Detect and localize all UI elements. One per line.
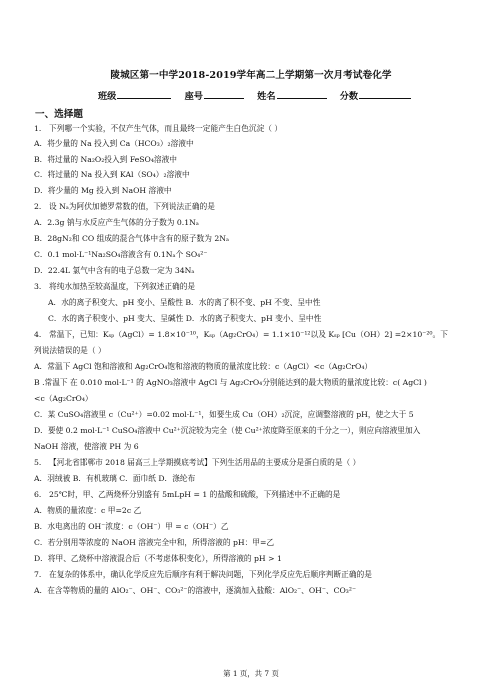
question-line: 2． 设 Nₐ为阿伏加德罗常数的值，下列说法正确的是 [34,202,215,211]
question-line: 7． 在复杂的体系中，确认化学反应先后顺序有利于解决问题，下列化学反应先后顺序判断正确的是 [34,570,372,579]
option-line: A．羽绒被 B．有机玻璃 C．面巾纸 D．涤纶布 [34,474,196,483]
option-line: D．22.4L 氯气中含有的电子总数一定为 34Nₐ [34,266,195,275]
student-info-fields [98,88,421,102]
option-line: C．若分别用等浓度的 NaOH 溶液完全中和，所得溶液的 pH：甲=乙 [34,538,275,547]
option-line: C．某 CuSO₄溶液里 c（Cu²⁺）=0.02 mol·L⁻¹，如要生成 Cu（OH）₂沉淀，应调整溶液的 pH，使之大于 5 [34,410,414,419]
option-line: A．水的离子积变大、pH 变小、呈酸性 B．水的离了积不变、pH 不变、呈中性 [48,298,321,307]
page-footer: 第 1 页，共 7 页 [223,669,279,678]
option-line: B．将过量的 Na₂O₂投入到 FeSO₄溶液中 [34,155,177,164]
question-line: 1． 下列哪一个实验，不仅产生气体，而且最终一定能产生白色沉淀（ ） [34,124,283,133]
option-line: B .常温下 在 0.010 mol·L⁻¹ 的 AgNO₃溶液中 AgCl 与 Ag₂CrO₄分别能达到的最大物质的量浓度比较：c( AgCl ) [34,378,427,387]
class-label: 班级 [98,91,117,102]
option-line: <c（Ag₂CrO₄） [34,394,93,403]
option-line: D．要使 0.2 mol·L⁻¹ CuSO₄溶液中 Cu²⁺沉淀较为完全（使 Cu²⁺浓度降至原来的千分之一），则应向溶液里加入 [34,426,421,435]
option-line: D．将少量的 Mg 投入到 NaOH 溶液中 [34,186,172,195]
question-line: 6． 25℃时，甲、乙两烧杯分别盛有 5mLpH = 1 的盐酸和硫酸，下列描述中不正确的是 [34,490,341,499]
option-line: C．将过量的 Na 投入到 KAl（SO₄）₂溶液中 [34,170,190,179]
name-label: 姓名 [257,91,276,102]
section-heading: 一、选择题 [35,109,83,120]
option-line: C．0.1 mol·L⁻¹Na₂SO₄溶液含有 0.1Nₐ个 SO₄²⁻ [34,250,208,259]
name-field[interactable] [257,91,326,102]
option-line: C．水的离子积变小、pH 变大、呈碱性 D．水的离子积变大、pH 变小、呈中性 [48,314,322,323]
question-line: 4． 常温下，已知：Kₛₚ（AgCl）= 1.8×10⁻¹⁰，Kₛₚ（Ag₂CrO₄）= 1.1×10⁻¹²以及 Kₛₚ [Cu（OH）2] =2×10⁻²⁰。下 [34,330,448,339]
score-field[interactable] [340,91,411,102]
seat-field[interactable] [185,91,244,102]
option-line: A．2.3g 钠与水反应产生气体的分子数为 0.1Nₐ [34,218,199,227]
page-title: 陵城区第一中学2018-2019学年高二上学期第一次月考试卷化学 [110,70,392,81]
option-line: A．在含等物质的量的 AlO₂⁻、OH⁻、CO₃²⁻的溶液中，逐滴加入盐酸：AlO₂⁻、OH⁻、CO₃²⁻ [34,586,357,595]
option-line: NaOH 溶液，使溶液 PH 为 6 [34,442,139,451]
question-line: 列说法错误的是（ ） [34,346,106,355]
class-field[interactable] [98,91,171,102]
question-line: 3． 将纯水加热至较高温度，下列叙述正确的是 [34,282,196,291]
option-line: D．将甲、乙烧杯中溶液混合后（不考虑体积变化），所得溶液的 pH > 1 [34,554,282,563]
option-line: A．将少量的 Na 投入到 Ca（HCO₃）₂溶液中 [34,139,194,148]
seat-label: 座号 [184,91,203,102]
option-line: B．水电离出的 OH⁻浓度：c（OH⁻）甲 = c（OH⁻）乙 [34,522,229,531]
option-line: B．28gN₂和 CO 组成的混合气体中含有的原子数为 2Nₐ [34,234,229,243]
option-line: A．物质的量浓度：c 甲=2c 乙 [34,506,142,515]
question-line: 5． 【河北省邯郸市 2018 届高三上学期摸底考试】下列生活用品的主要成分是蛋白质的是（ ） [34,458,361,467]
score-label: 分数 [339,91,359,102]
option-line: A．常温下 AgCl 饱和溶液和 Ag₂CrO₄饱和溶液的物质的量浓度比较：c（AgCl）<c（Ag₂CrO₄） [34,362,373,371]
